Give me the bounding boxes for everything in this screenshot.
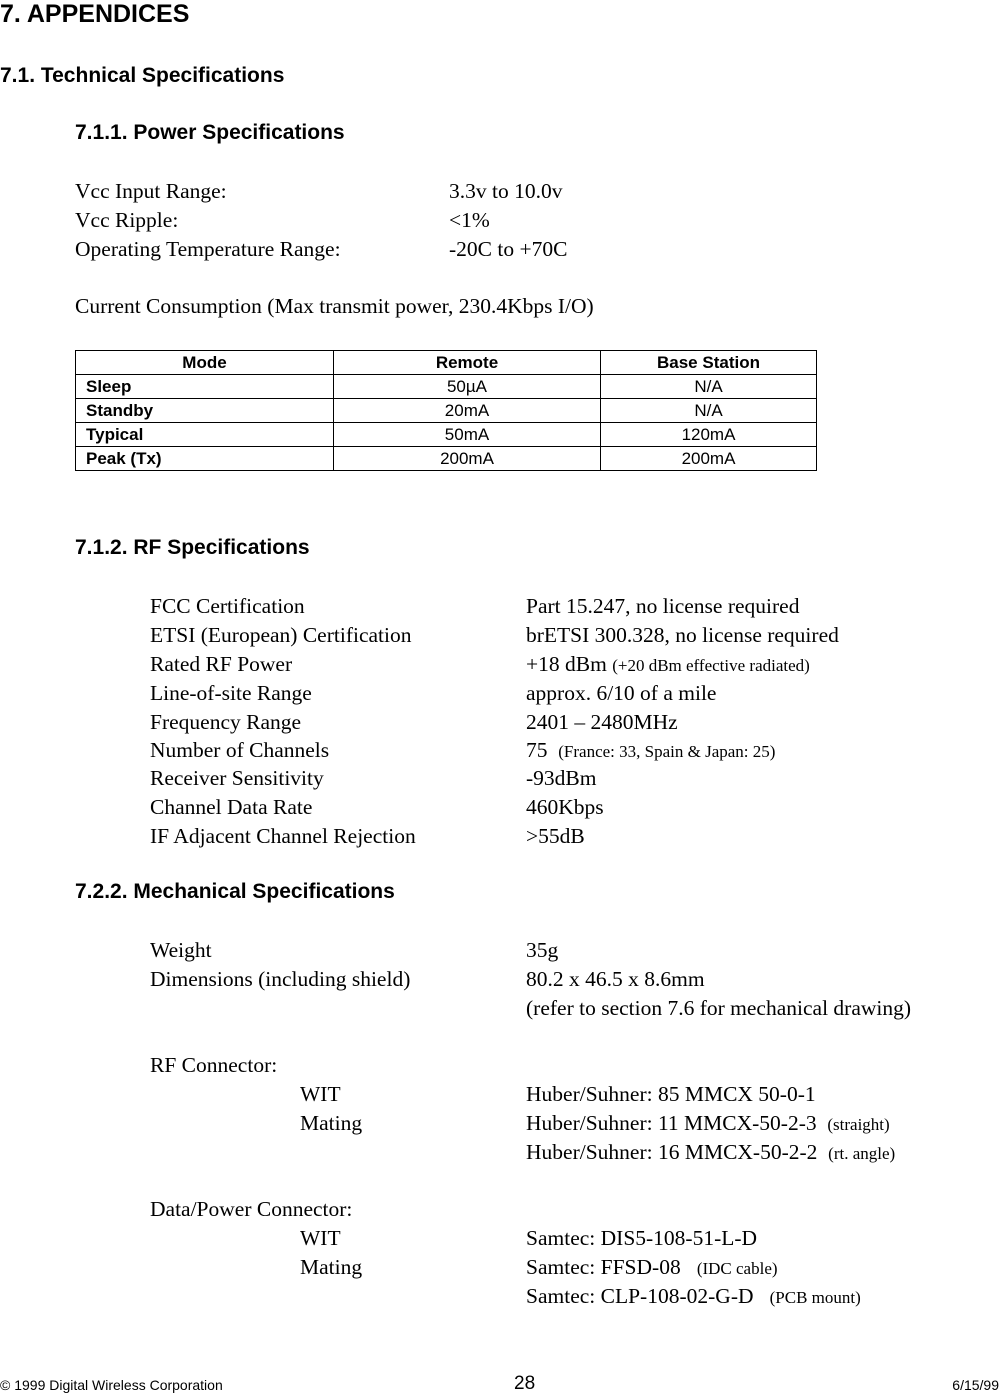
rf-label: Line-of-site Range: [150, 681, 312, 705]
data-power-connector-mating-label: Mating: [300, 1255, 363, 1279]
rf-label: IF Adjacent Channel Rejection: [150, 824, 416, 848]
weight-value: 35g: [526, 938, 559, 962]
rf-connector-mating-label: Mating: [300, 1111, 363, 1135]
rf-value: >55dB: [526, 824, 585, 848]
current-consumption-table: [75, 350, 817, 471]
rf-value: +18 dBm (+20 dBm effective radiated): [526, 652, 810, 676]
table-header: Base Station: [601, 351, 817, 375]
power-label: Vcc Input Range:: [75, 179, 227, 203]
table-cell: 50µA: [334, 375, 601, 399]
rf-label: Channel Data Rate: [150, 795, 313, 819]
footer-date: 6/15/99: [952, 1377, 999, 1393]
dimensions-note: (refer to section 7.6 for mechanical drawing): [526, 996, 912, 1020]
table-cell: 200mA: [601, 447, 817, 471]
rf-label: Number of Channels: [150, 738, 330, 762]
table-header: Mode: [76, 351, 334, 375]
table-row: [76, 447, 817, 471]
rf-label: Frequency Range: [150, 710, 302, 734]
rf-value: Part 15.247, no license required: [526, 594, 800, 618]
rf-note: (France: 33, Spain & Japan: 25): [558, 742, 776, 761]
rf-value: approx. 6/10 of a mile: [526, 681, 717, 705]
section-title-power-specifications: 7.1.1. Power Specifications: [75, 121, 345, 144]
rf-connector-mating-value: Huber/Suhner: 16 MMCX-50-2-2 (rt. angle): [526, 1140, 896, 1164]
power-label: Operating Temperature Range:: [75, 237, 341, 261]
table-cell-mode: Standby: [76, 399, 334, 423]
connector-note: (IDC cable): [696, 1259, 778, 1278]
power-label: Vcc Ripple:: [75, 208, 179, 232]
weight-label: Weight: [150, 938, 212, 962]
rf-value: 2401 – 2480MHz: [526, 710, 678, 734]
table-cell: N/A: [601, 375, 817, 399]
table-cell-mode: Sleep: [76, 375, 334, 399]
rf-connector-label: RF Connector:: [150, 1053, 278, 1077]
rf-value: brETSI 300.328, no license required: [526, 623, 839, 647]
power-value: <1%: [449, 208, 490, 232]
power-value: 3.3v to 10.0v: [449, 179, 563, 203]
connector-note: (PCB mount): [769, 1288, 861, 1307]
section-title-rf-specifications: 7.1.2. RF Specifications: [75, 536, 310, 559]
table-cell: 120mA: [601, 423, 817, 447]
table-row: [76, 399, 817, 423]
connector-note: (rt. angle): [828, 1144, 896, 1163]
section-title-mechanical-specifications: 7.2.2. Mechanical Specifications: [75, 880, 395, 903]
current-consumption-label: Current Consumption (Max transmit power, 230.4Kbps I/O): [75, 294, 594, 318]
rf-connector-mating-value: Huber/Suhner: 11 MMCX-50-2-3 (straight): [526, 1111, 890, 1135]
page-number: 28: [514, 1373, 536, 1394]
dimensions-label: Dimensions (including shield): [150, 967, 411, 991]
table-cell: 200mA: [334, 447, 601, 471]
dimensions-value: 80.2 x 46.5 x 8.6mm: [526, 967, 705, 991]
footer-copyright: © 1999 Digital Wireless Corporation: [0, 1377, 223, 1393]
rf-label: Receiver Sensitivity: [150, 766, 324, 790]
connector-note: (straight): [827, 1115, 890, 1134]
rf-label: Rated RF Power: [150, 652, 293, 676]
data-power-connector-mating-value: Samtec: CLP-108-02-G-D (PCB mount): [526, 1284, 861, 1308]
rf-label: ETSI (European) Certification: [150, 623, 412, 647]
table-row: [76, 375, 817, 399]
rf-value: 460Kbps: [526, 795, 604, 819]
table-cell-mode: Typical: [76, 423, 334, 447]
table-cell: 20mA: [334, 399, 601, 423]
data-power-connector-wit-value: Samtec: DIS5-108-51-L-D: [526, 1226, 758, 1250]
data-power-connector-label: Data/Power Connector:: [150, 1197, 353, 1221]
table-cell-mode: Peak (Tx): [76, 447, 334, 471]
table-header-row: [76, 351, 817, 375]
rf-value: -93dBm: [526, 766, 597, 790]
table-row: [76, 423, 817, 447]
data-power-connector-wit-label: WIT: [300, 1226, 341, 1250]
rf-connector-wit-label: WIT: [300, 1082, 341, 1106]
rf-connector-wit-value: Huber/Suhner: 85 MMCX 50-0-1: [526, 1082, 816, 1106]
section-title-technical-specifications: 7.1. Technical Specifications: [0, 64, 285, 87]
section-title-appendices: 7. APPENDICES: [0, 0, 190, 28]
rf-value: 75 (France: 33, Spain & Japan: 25): [526, 738, 776, 762]
rf-note: (+20 dBm effective radiated): [612, 656, 810, 675]
table-cell: N/A: [601, 399, 817, 423]
table-cell: 50mA: [334, 423, 601, 447]
power-value: -20C to +70C: [449, 237, 568, 261]
table-header: Remote: [334, 351, 601, 375]
data-power-connector-mating-value: Samtec: FFSD-08 (IDC cable): [526, 1255, 778, 1279]
rf-label: FCC Certification: [150, 594, 305, 618]
